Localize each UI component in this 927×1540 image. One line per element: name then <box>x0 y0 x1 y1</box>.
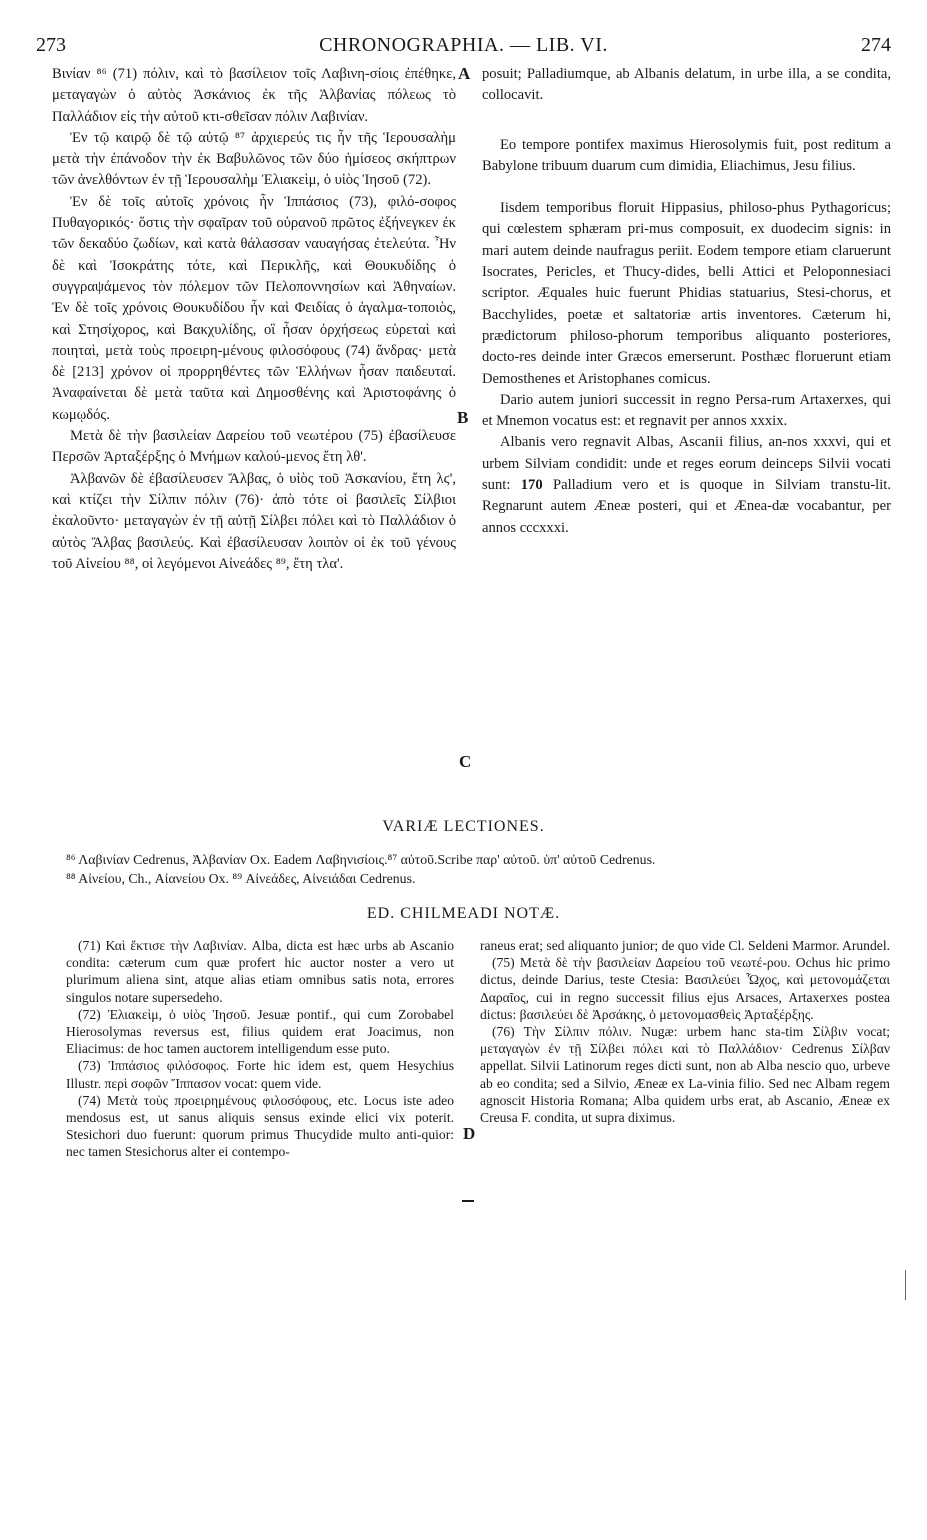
note-72: (72) Ἐλιακεὶμ, ὁ υἱὸς Ἰησοῦ. Jesuæ pontif., qui cum Zorobabel Hierosolymas reversus est, filius quidem erat Joacimus, non Eliacimus: de hoc tamen auctorem intelligendum esse puto. <box>66 1006 454 1057</box>
latin-paragraph-5-text: Albanis vero regnavit Albas, Ascanii filius, an-nos xxxvi, qui et urbem Silviam condidit: unde et reges eorum deinceps Silvii vocati sunt: <box>482 434 891 494</box>
greek-paragraph-3: Ἐν δὲ τοῖς αὐτοῖς χρόνοις ἦν Ἱππάσιος (73), φιλό-σοφος Πυθαγορικός· ὅστις τὴν σφαῖραν τοῦ οὐρανοῦ πρῶτος ἐξήνεγκεν ἐκ τῶν δεκαδύο ζωδίων, καὶ κατὰ θάλασσαν ναυαγήσας ἐτελεύτα. Ἦν δὲ καὶ Ἰσοκράτης τότε, καὶ Περικλῆς, καὶ Θουκυδίδης ὁ συγγραψάμενος τὸν πόλεμον τῶν Πελοποννησίων καὶ Ἀθηναίων. Ἐν δὲ τοῖς χρόνοις Θουκυδίδου ἦν καὶ Φειδίας ὁ ἀγαλμα-τοποιὸς, καὶ Στησίχορος, καὶ Βακχυλίδης, οἳ ἦσαν ὀρχήσεως εὑρεταὶ καὶ ποιηταὶ, μετὰ τοὺς προειρη-μένους φιλοσόφους (74) ἄνδρας· μετὰ δὲ [213] χρόνον οἱ προρρηθέντες τῶν Ἑλλήνων ἦσαν παιδευταί. Ἀναφαίνεται δὲ μετὰ ταῦτα καὶ Δημοσθένης καὶ Ἀριστοφάνης ὁ κωμῳδός. <box>52 193 456 423</box>
variae-line-2: ⁸⁸ Αἰνείου, Ch., Αἰανείου Ox. ⁸⁹ Αἰνεάδες, Αἰνειάδαι Cedrenus. <box>66 871 416 886</box>
greek-paragraph-5: Ἀλβανῶν δὲ ἐβασίλευσεν Ἄλβας, ὁ υἱὸς τοῦ Ἀσκανίου, ἔτη λϛ', καὶ κτίζει τὴν Σίλπιν πόλιν (76)· ἀπὸ τότε οἱ βασιλεῖς Σίλβιοι ἐκαλοῦντο· μεταγαγὼν ἐν τῇ αὐτῇ Σίλβει πόλει καὶ τὸ Παλλάδιον ὁ αὐτὸς Ἄλβας βασιλεύς. Καὶ ἐβασίλευσαν λοιπὸν οἱ ἐκ τοῦ γένους τοῦ Αἰνείου ⁸⁸, οἱ λεγόμενοι Αἰνεάδες ⁸⁹, ἔτη τλα'. <box>52 470 456 572</box>
latin-paragraph-2: Eo tempore pontifex maximus Hierosolymis fuit, post reditum a Babylone tribuum duarum cum dimidia, Eliachimus, Jesu filius. <box>482 136 891 174</box>
margin-letter-b: B <box>457 408 469 427</box>
latin-paragraph-5b: Palladium vero et is quoque in Silviam transtu-lit. Regnarunt autem Æneæ posteri, qui et Ænea-dæ vocabantur, per annos cccxxxi. <box>482 477 891 536</box>
latin-column <box>482 64 891 539</box>
greek-paragraph-4: Μετὰ δὲ τὴν βασιλείαν Δαρείου τοῦ νεωτέρου (75) ἐβασίλευσε Περσῶν Ἀρταξέρξης ὁ Μνήμων καλού-μενος ἔτη λθ'. <box>52 428 456 466</box>
margin-letter-a: A <box>458 64 471 83</box>
margin-letter-c: C <box>459 752 472 771</box>
page-end-dash <box>462 1200 474 1202</box>
latin-paragraph-4: Dario autem juniori successit in regno Persa-rum Artaxerxes, qui et Mnemon vocatus est: et regnavit per annos xxxix. <box>482 391 891 430</box>
running-title: CHRONOGRAPHIA. — LIB. VI. <box>319 34 608 56</box>
note-76: (76) Τὴν Σίλπιν πόλιν. Nugæ: urbem hanc sta-tim Σίλβιν vocat; μεταγαγὼν ἐν τῇ Σίλβει πόλει καὶ τὸ Παλλάδιον· Cedrenus Σίλβαν appellat. Silvii Latinorum reges dicti sunt, non ab Alba nescio quo, urbeve ab eo condita; sed a Silvio, Æneæ ex La-vinia filio. Sed nec Albam regem agnoscit Historia Romana; Alba quidem urbs erat, ab Ascanio, Æneæ ex Creusa F. condita, ut supra diximus. <box>480 1024 890 1126</box>
note-74-continued: raneus erat; sed aliquanto junior; de quo vide Cl. Seldeni Marmor. Arundel. <box>480 938 890 953</box>
edition-page-number: 170 <box>520 477 543 494</box>
note-71: (71) Καὶ ἔκτισε τὴν Λαβινίαν. Alba, dicta est hæc urbs ab Ascanio condita: cæterum cum quæ profert hic auctor noster a vero ut plurimum aliena sint, atque alias etiam omnibus satis nota, errores singulos notare supersedeho. <box>66 938 454 1005</box>
latin-paragraph-5 <box>482 432 891 538</box>
variae-heading: VARIÆ LECTIONES. <box>382 818 545 835</box>
greek-paragraph-2: Ἐν τῷ καιρῷ δὲ τῷ αὐτῷ ⁸⁷ ἀρχιερεύς τις ἦν τῆς Ἱερουσαλὴμ μετὰ τὴν ἐπάνοδον τὴν ἐκ Βαβυλῶνος τῶν δύο ἡμίσεος σκήπτρων τῶν ἀνελθόντων ἐν τῇ Ἱερουσαλὴμ Ἐλιακεὶμ, ὁ υἱὸς Ἰησοῦ (72). <box>52 129 456 189</box>
page-number-left: 273 <box>36 34 66 56</box>
margin-letter-d: D <box>463 1124 476 1143</box>
greek-paragraph-1: Βινίαν ⁸⁶ (71) πόλιν, καὶ τὸ βασίλειον τοῖς Λαβινη-σίοις ἐπέθηκε, μεταγαγὼν ὁ αὐτὸς Ἀσκάνιος ἐκ τῆς Ἀλβανίας πόλεως τὸ Παλλάδιον εἰς τὴν αὐτοῦ κτι-σθεῖσαν πόλιν Λαβινίαν. <box>52 66 456 125</box>
scan-mark <box>905 1270 906 1300</box>
latin-paragraph-1: posuit; Palladiumque, ab Albanis delatum, in urbe illa, a se condita, collocavit. <box>482 66 891 104</box>
note-74: (74) Μετὰ τοὺς προειρημένους φιλοσόφους, etc. Locus iste adeo mendosus est, ut sanus aliquis sensus exinde elici vix poterit. Stesichori duo fuerunt: quorum primus Thucydide multo anti-quior: nec tamen Stesichorus alter ei contempo- <box>66 1092 454 1160</box>
variae-line-1: ⁸⁶ Λαβινίαν Cedrenus, Ἀλβανίαν Ox. Eadem Λαβηνισίοις.⁸⁷ αὐτοῦ.Scribe παρ' αὐτοῦ. ὑπ' αὐτοῦ Cedrenus. <box>66 852 656 867</box>
greek-column <box>52 64 456 575</box>
variae-lectiones <box>60 850 900 888</box>
notes-right-column <box>480 937 890 1126</box>
latin-paragraph-3: Iisdem temporibus floruit Hippasius, philoso-phus Pythagoricus; qui cœlestem sphæram pri-mus composuit, ex duodecim signis: in mari autem deinde naufragus periit. Eodem tempore etiam claruerunt Isocrates, Pericles, et Thucy-dides, belli Attici et Peloponnesiaci scriptor. Æquales huic fuerunt Phidias statuarius, Stesi-chorus, et Bacchylides, poetæ et saltatoriæ artis inventores. Cæterum hi, prædictorum philoso-phorum temporibus aliquanto posteriores, docto-res deinde inter Græcos emerserunt. Posthæc floruerunt etiam Demosthenes et Aristophanes comicus. <box>482 200 891 387</box>
page-header <box>36 34 891 58</box>
notae-heading: ED. CHILMEADI NOTÆ. <box>366 905 561 922</box>
page-number-right: 274 <box>861 34 891 56</box>
note-73: (73) Ἱππάσιος φιλόσοφος. Forte hic idem est, quem Hesychius Illustr. περὶ σοφῶν Ἵππασον vocat: quem vide. <box>66 1058 454 1091</box>
notes-left-column <box>66 937 454 1161</box>
note-75: (75) Μετὰ δὲ τὴν βασιλείαν Δαρείου τοῦ νεωτέ-ρου. Ochus hic primo dictus, deinde Darius, teste Ctesia: Βασιλεύει Ὦχος, καὶ μετονομάζεται Δαραῖος, cui in regno successit filius ejus Arsaces, Artaxerxes postea dictus: βασιλεύει δὲ Ἀρσάκης, ὁ μετονομασθεὶς Ἀρταξέρξης. <box>480 955 890 1022</box>
